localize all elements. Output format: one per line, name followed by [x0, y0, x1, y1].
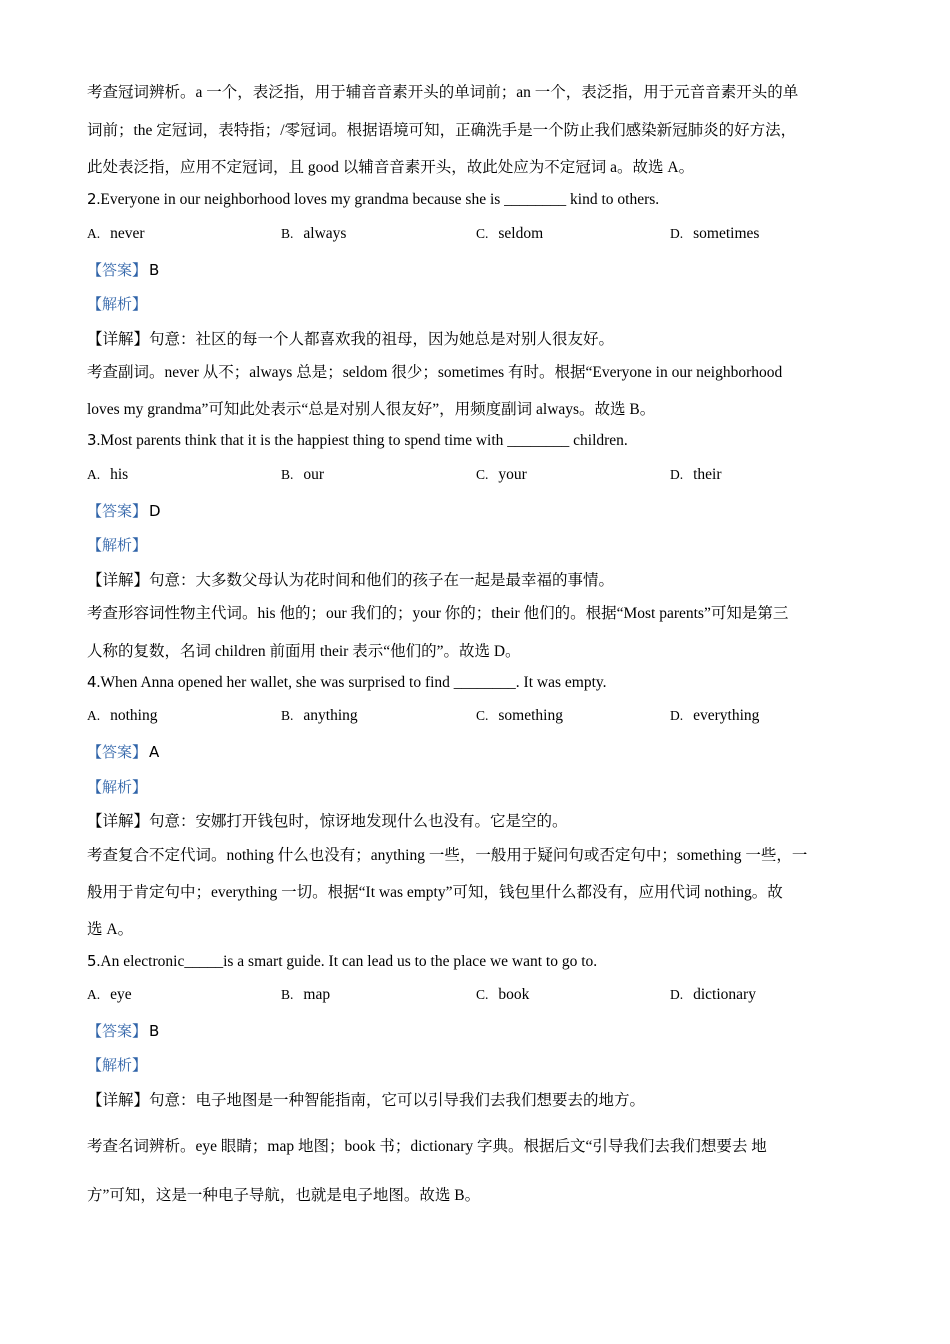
option-text: nothing	[110, 707, 158, 724]
option-letter: D.	[670, 467, 684, 482]
option-c	[476, 466, 527, 484]
option-letter: C.	[476, 987, 489, 1002]
question-stem	[87, 431, 628, 450]
option-text: our	[303, 466, 325, 483]
detail-label: 【详解】	[87, 813, 150, 830]
option-d	[670, 225, 759, 243]
option-b	[281, 466, 324, 484]
explanation-line: 般用于肯定句中；everything 一切。根据“It was empty”可知，钱包里什么都没有，应用代词 nothing。故	[87, 884, 783, 901]
option-letter: B.	[281, 467, 294, 482]
option-b	[281, 707, 358, 725]
answer-label: 【答案】	[87, 1022, 148, 1040]
answer-row	[87, 1020, 159, 1041]
option-text: your	[498, 466, 527, 483]
answer-value: B	[149, 1022, 160, 1040]
question-stem	[87, 190, 659, 209]
option-text: dictionary	[693, 986, 756, 1003]
answer-row	[87, 259, 159, 280]
detail-text: 句意：电子地图是一种智能指南，它可以引导我们去我们想要去的地方。	[149, 1092, 646, 1109]
analysis-label: 【解析】	[87, 536, 148, 554]
option-letter: A.	[87, 226, 101, 241]
option-letter: D.	[670, 226, 684, 241]
option-b	[281, 225, 346, 243]
option-text: seldom	[498, 225, 544, 242]
intro-line: 词前；the 定冠词，表特指；/零冠词。根据语境可知，正确洗手是一个防止我们感染新冠肺炎的好方法，	[87, 122, 797, 139]
answer-value: A	[149, 743, 160, 761]
option-d	[670, 707, 759, 725]
explanation-line: 考查形容词性物主代词。his 他的；our 我们的；your 你的；their 他们的。根据“Most parents”可知是第三	[87, 605, 789, 622]
intro-line: 此处表泛指，应用不定冠词，且 good 以辅音音素开头，故此处应为不定冠词 a。故选 A。	[87, 159, 695, 176]
analysis-label: 【解析】	[87, 778, 148, 796]
detail-label: 【详解】	[87, 331, 150, 348]
option-letter: C.	[476, 708, 489, 723]
answer-value: B	[149, 261, 160, 279]
option-letter: B.	[281, 708, 294, 723]
option-letter: A.	[87, 467, 101, 482]
question-number: 4	[87, 673, 97, 691]
answer-row	[87, 500, 161, 521]
explanation-line: loves my grandma”可知此处表示“总是对别人很友好”，用频度副词 always。故选 B。	[87, 401, 656, 418]
option-a	[87, 225, 145, 243]
detail-text: 句意：大多数父母认为花时间和他们的孩子在一起是最幸福的事情。	[149, 572, 615, 589]
answer-label: 【答案】	[87, 502, 148, 520]
option-d	[670, 986, 756, 1004]
option-letter: A.	[87, 987, 101, 1002]
explanation-line: 人称的复数，名词 children 前面用 their 表示“他们的”。故选 D。	[87, 643, 521, 660]
question-number: 5	[87, 952, 97, 970]
option-b	[281, 986, 330, 1004]
explanation-line: 选 A。	[87, 921, 134, 938]
option-letter: B.	[281, 987, 294, 1002]
answer-label: 【答案】	[87, 261, 148, 279]
option-text: something	[498, 707, 563, 724]
option-d	[670, 466, 722, 484]
analysis-label: 【解析】	[87, 1056, 148, 1074]
option-a	[87, 466, 128, 484]
option-letter: D.	[670, 708, 684, 723]
option-text: anything	[303, 707, 358, 724]
explanation-line: 考查副词。never 从不；always 总是；seldom 很少；sometimes 有时。根据“Everyone in our neighborhood	[87, 364, 783, 381]
detail-text: 句意：安娜打开钱包时，惊讶地发现什么也没有。它是空的。	[149, 813, 568, 830]
option-a	[87, 986, 132, 1004]
detail-row	[87, 568, 614, 590]
option-c	[476, 225, 543, 243]
detail-label: 【详解】	[87, 1092, 150, 1109]
option-letter: C.	[476, 467, 489, 482]
question-text: .An electronic_____is a smart guide. It can lead us to the place we want to go to.	[96, 953, 598, 970]
option-c	[476, 986, 529, 1004]
question-text: .Most parents think that it is the happiest thing to spend time with ________ children.	[96, 432, 628, 449]
option-text: his	[110, 466, 129, 483]
question-number: 2	[87, 190, 97, 208]
explanation-line: 考查名词辨析。eye 眼睛；map 地图；book 书；dictionary 字典。根据后文“引导我们去我们想要去 地	[87, 1138, 767, 1155]
option-c	[476, 707, 563, 725]
question-text: .When Anna opened her wallet, she was surprised to find ________. It was empty.	[96, 674, 607, 691]
answer-value: D	[149, 502, 161, 520]
detail-row	[87, 327, 614, 349]
answer-label: 【答案】	[87, 743, 148, 761]
option-text: sometimes	[693, 225, 760, 242]
detail-row	[87, 809, 568, 831]
detail-text: 句意：社区的每一个人都喜欢我的祖母，因为她总是对别人很友好。	[149, 331, 615, 348]
option-letter: A.	[87, 708, 101, 723]
option-letter: D.	[670, 987, 684, 1002]
explanation-line: 考查复合不定代词。nothing 什么也没有；anything 一些，一般用于疑问句或否定句中；something 一些，一	[87, 847, 808, 864]
option-text: book	[498, 986, 530, 1003]
option-a	[87, 707, 158, 725]
option-text: always	[303, 225, 347, 242]
detail-label: 【详解】	[87, 572, 150, 589]
option-letter: C.	[476, 226, 489, 241]
option-text: never	[110, 225, 145, 242]
detail-row	[87, 1088, 645, 1110]
question-stem	[87, 673, 607, 692]
option-text: map	[303, 986, 331, 1003]
explanation-line: 方”可知，这是一种电子导航，也就是电子地图。故选 B。	[87, 1187, 481, 1204]
option-text: their	[693, 466, 722, 483]
question-stem	[87, 952, 597, 971]
analysis-label: 【解析】	[87, 295, 148, 313]
answer-row	[87, 741, 159, 762]
question-number: 3	[87, 431, 97, 449]
option-letter: B.	[281, 226, 294, 241]
option-text: eye	[110, 986, 132, 1003]
option-text: everything	[693, 707, 760, 724]
question-text: .Everyone in our neighborhood loves my grandma because she is ________ kind to others.	[96, 191, 660, 208]
intro-line: 考查冠词辨析。a 一个，表泛指，用于辅音音素开头的单词前；an 一个，表泛指，用于元音音素开头的单	[87, 84, 799, 101]
